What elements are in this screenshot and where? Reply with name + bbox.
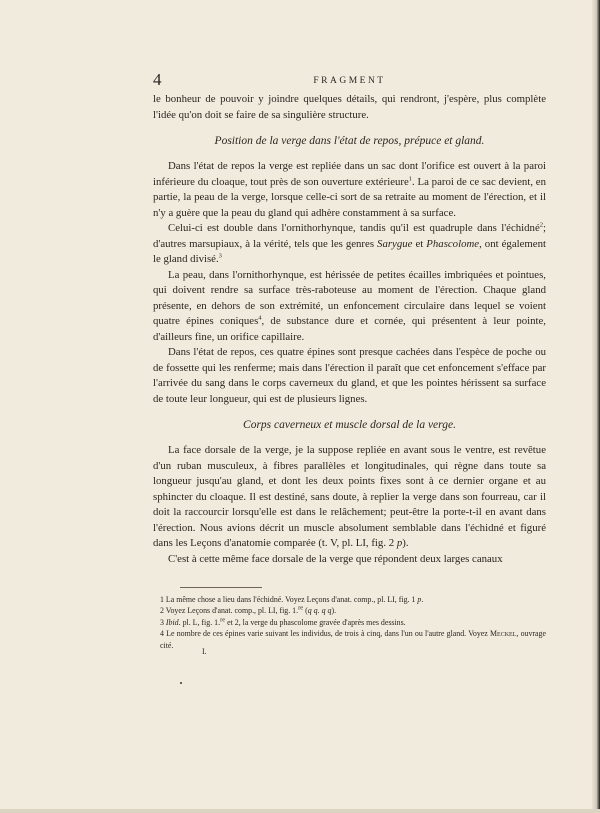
paragraph-text: La peau, dans l'ornithorhynque, est hérissée de petites écailles imbriquées et pointues, qui doivent rendre sa surface très-raboteuse au moment de l'érection. Chaque gland présente, en dehors de son extrémité, un enfoncement circulaire dans lequel se voient quatre épines coniques (153, 268, 546, 327)
footnote-text: 4 Le nombre de ces épines varie suivant les individus, de trois à cinq, dans l'un ou l'autre gland. Voyez (160, 629, 491, 639)
paragraph-text: Celui-ci est double dans l'ornithorhynque, tandis qu'il est quadruple dans l'échidné (168, 222, 540, 234)
page-bottom-edge (0, 809, 600, 813)
footnote-ref: 2 (539, 221, 543, 229)
section-heading-corps: Corps caverneux et muscle dorsal de la verge. (243, 419, 456, 431)
section-heading-position: Position de la verge dans l'état de repos, prépuce et gland. (214, 135, 485, 147)
paragraph-canaux: C'est à cette même face dorsale de la verge que répondent deux larges canaux (168, 552, 503, 565)
footnote-text: . (421, 595, 424, 604)
paragraph-epines: Dans l'état de repos, ces quatre épines sont presque cachées dans l'espèce de poche ou de fossette qui les renferme; mais dans l'érection il paraît que cet enfoncement s'efface par l'arrivée du sang dans le corps caverneux du gland, et que les pointes hérissent sa surface de toute leur longueur, qui est de plusieurs lignes. (153, 346, 546, 405)
figure-letter: p (417, 595, 422, 604)
paragraph-text: ). (402, 537, 409, 549)
paragraph-text: , ont également le gland divisé. (153, 237, 546, 265)
page-header (153, 70, 546, 90)
footnote-text: 1 La même chose a lieu dans l'échidné. Voyez Leçons d'anat. comp., pl. LI, fig. 1 (160, 595, 418, 604)
paragraph-repos (153, 159, 546, 221)
ibid: Ibid. (165, 617, 181, 627)
ink-dot (180, 682, 182, 684)
page-number: 4 (153, 70, 162, 89)
footnote-ref: 1 (408, 174, 413, 182)
footnote-ref: 3 (218, 252, 222, 260)
ordinal-suffix: re (220, 616, 226, 624)
footnote-text: 3 (160, 617, 166, 627)
page-edge-shadow (592, 0, 600, 813)
genus-name: Phascolome (426, 237, 480, 250)
signature-mark: I. (202, 647, 207, 656)
body-text (153, 92, 546, 567)
footnote-3 (160, 617, 546, 628)
footnote-text: 2 Voyez Leçons d'anat. comp., pl. LI, fig. 1. (160, 606, 299, 616)
author-name: Meckel (490, 629, 517, 639)
footnote-text: et 2, la verge du phascolome gravée d'après mes dessins. (225, 617, 406, 627)
footnote-text: ( (303, 606, 308, 616)
ordinal-suffix: re (298, 604, 304, 612)
footnote-4 (160, 628, 546, 651)
footnote-text: ). (331, 606, 337, 616)
paragraph-text: ; d'autres marsupiaux, à la vérité, tels que les genres (153, 222, 546, 250)
paragraph-text: , de substance dure et cornée, qui présentent à leur pointe, d'ailleurs fine, un orifice capillaire. (153, 315, 547, 343)
paragraph-text: La face dorsale de la verge, je la suppose repliée en avant sous le ventre, est revêtue d'un ruban musculeux, à fibres parallèles et longitudinales, qui règne dans toute sa longueur jusqu'au gland, et dont les deux points fixes sont à ce dernier organe et au sphincter du cloaque. Il est destiné, sans doute, à replier la verge dans son fourreau, car il doit la raccourcir lorsqu'elle est dans le relâchement; peut-être la porte-t-il en avant dans l'érection. Nous avions décrit un muscle absolument semblable dans l'échidné et figuré dans les Leçons d'anatomie comparée (t. V, pl. LI, fig. 2 (153, 444, 546, 549)
footnote-text: , ouvrage cité. (160, 629, 546, 650)
paragraph-text: . La paroi de ce sac devient, en partie, la peau de la verge, lorsque celle-ci sort de sa retraite au moment de l'érection, et il n'y a guère que la peau du gland qui adhère constamment à sa surface. (153, 175, 546, 219)
genus-name: Sarygue (377, 237, 413, 250)
paragraph-intro: le bonheur de pouvoir y joindre quelques détails, qui rendront, j'espère, plus complète l'idée qu'on doit se faire de sa singulière structure. (153, 93, 546, 121)
paragraph-gland-double (153, 221, 546, 268)
footnote-2 (160, 605, 546, 616)
footnotes (160, 594, 546, 651)
running-head: FRAGMENT (313, 76, 386, 86)
figure-letters: q q. q q (307, 606, 332, 616)
footnote-rule (180, 587, 262, 588)
footnote-text: pl. L, fig. 1. (180, 617, 221, 627)
figure-letter: p (396, 537, 403, 549)
paragraph-peau (153, 268, 546, 346)
footnote-ref: 4 (258, 314, 262, 322)
footnote-1 (160, 594, 546, 605)
paragraph-face-dorsale (153, 443, 546, 552)
paragraph-text: Dans l'état de repos la verge est repliée dans un sac dont l'orifice est ouvert à la paroi inférieure du cloaque, tout près de son ouverture extérieure (153, 160, 546, 188)
paragraph-text: et (412, 237, 427, 250)
